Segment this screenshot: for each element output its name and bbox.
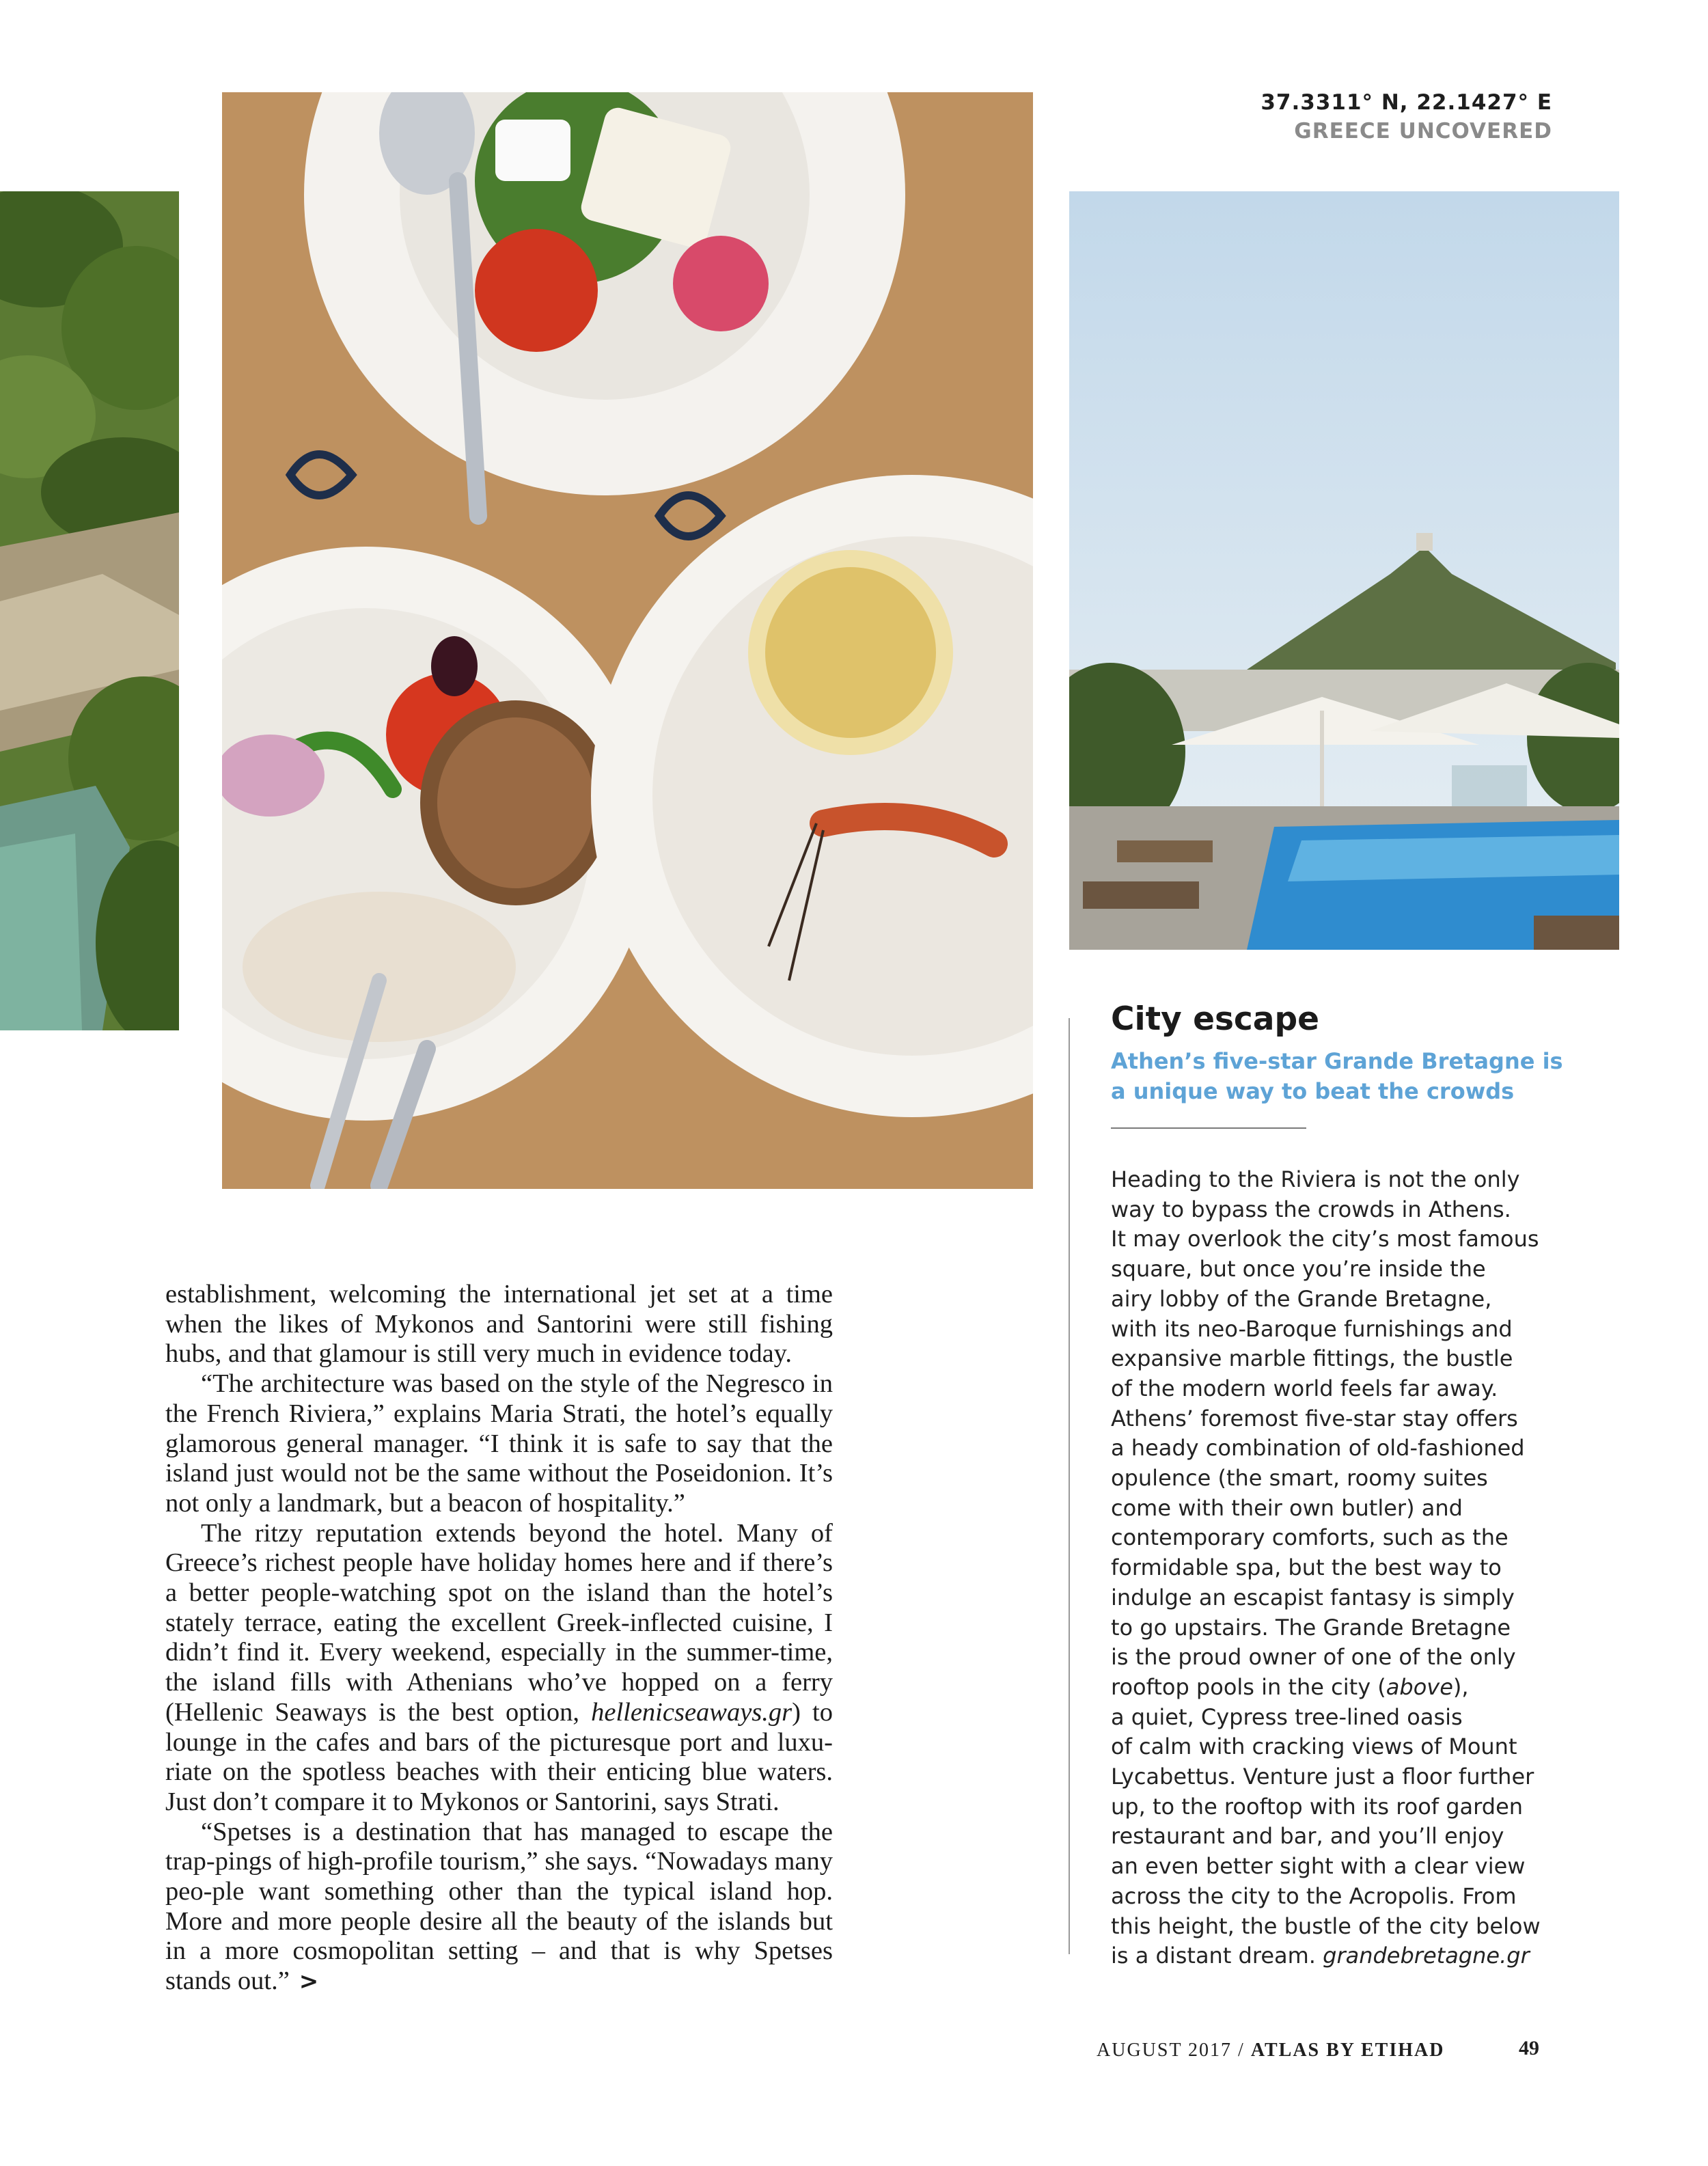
location-coordinates: 37.3311° N, 22.1427° E — [1261, 90, 1552, 115]
article-paragraph — [165, 1519, 833, 1818]
sidebar-body — [1111, 1165, 1589, 1971]
coastline-photo — [0, 191, 179, 1030]
hotel-website-link[interactable]: grandebretagne.gr — [1323, 1943, 1530, 1969]
footer-issue: AUGUST 2017 / — [1097, 2040, 1251, 2061]
sidebar-vertical-rule — [1069, 1018, 1070, 1954]
article-paragraph — [165, 1818, 833, 1997]
sidebar-standfirst: Athen’s five-star Grande Bretagne is a unique way to beat the crowds — [1111, 1048, 1563, 1104]
sidebar-text: Heading to the Riviera is not the only way to bypass the crowds in Athens. It may overlook the city’s most famous square, but once you’re inside the airy lobby of the Grande Bretagne, with its neo-Baroque furnishings and expansive marble fittings, the bustle of the modern world feels far away. Athens’ foremost five-star stay offers a heady combination of old-fashioned opulence (the smart, roomy suites come with their own butler) and contemporary comforts, such as the formidable spa, but the best way to indulge an escapist fantasy is simply to go upstairs. The Grande Bretagne is the proud owner of one of the only rooftop pools in the city ( — [1111, 1166, 1539, 1700]
article-text: ) to lounge in the cafes and bars of the picturesque port and luxu-riate on the spotless beaches with their enticing blue waters. Just don’t compare it to Mykonos or Santorini, says Strati. — [165, 1697, 833, 1816]
sidebar-divider — [1111, 1127, 1306, 1129]
continue-arrow-icon: > — [299, 1968, 319, 1996]
sidebar-title: City escape — [1111, 1000, 1320, 1038]
sidebar-text: above — [1386, 1673, 1453, 1700]
footer-issue-line — [1097, 2040, 1444, 2061]
rooftop-pool-photo — [1069, 191, 1619, 950]
greek-food-photo — [222, 92, 1033, 1189]
article-paragraph: establishment, welcoming the international jet set at a time when the likes of Mykonos and Santorini were still fishing hubs, and that glamour is still very much in evidence today. — [165, 1280, 833, 1369]
page-number: 49 — [1519, 2037, 1539, 2059]
article-text: “Spetses is a destination that has managed to escape the trap-pings of high-profile tourism,” she says. “Nowadays many peo-ple want something other than the typical island hop. More and more people desire all the beauty of the islands but in a more cosmopolitan setting – and that is why Spetses stands out.” — [165, 1817, 833, 1996]
article-body — [165, 1280, 833, 1997]
article-paragraph: “The architecture was based on the style of the Negresco in the French Riviera,” explains Maria Strati, the hotel’s equally glamorous general manager. “I think it is safe to say that the island just would not be the same without the Poseidonion. It’s not only a landmark, but a beacon of hospitality.” — [165, 1369, 833, 1518]
footer-publication: ATLAS BY ETIHAD — [1250, 2040, 1445, 2061]
article-text: The ritzy reputation extends beyond the hotel. Many of Greece’s richest people have holiday homes here and if there’s a better people-watching spot on the island than the hotel’s stately terrace, eating the excellent Greek-inflected cuisine, I didn’t find it. Every weekend, especially in the summer-time, the island fills with Athenians who’ve hopped on a ferry (Hellenic Seaways is the best option, — [165, 1518, 833, 1727]
ferry-website-link[interactable]: hellenicseaways.gr — [591, 1697, 793, 1727]
section-label: GREECE UNCOVERED — [1294, 119, 1552, 143]
sidebar-text: ), a quiet, Cypress tree-lined oasis of calm with cracking views of Mount Lycabettus. Venture just a floor further up, to the rooftop with its roof garden restaurant and bar, and you’ll enjoy an even better sight with a clear view across the city to the Acropolis. From this height, the bustle of the city below is a distant dream. — [1111, 1673, 1541, 1969]
